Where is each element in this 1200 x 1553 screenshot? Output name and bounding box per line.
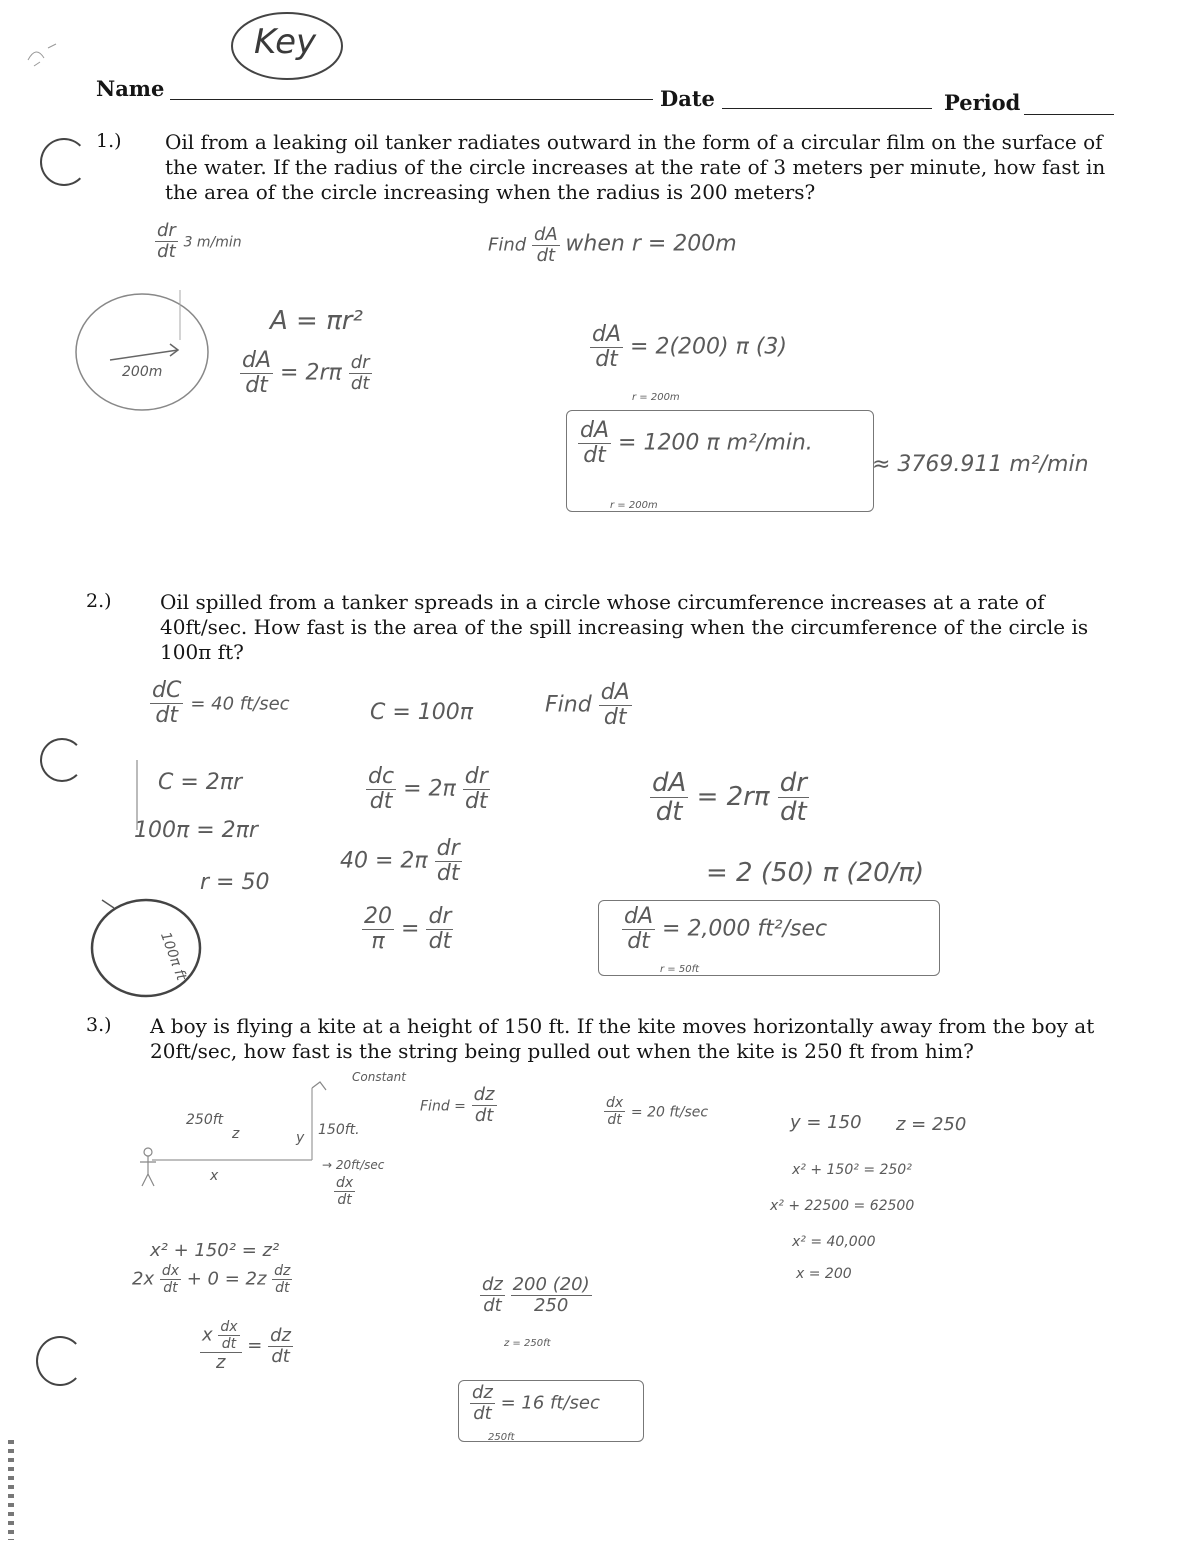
p2-m2-den: dt: [436, 861, 460, 886]
p1-derivative: [240, 350, 372, 397]
p1-find-den: dt: [536, 245, 556, 266]
p3-sub-top: 200 (20): [512, 1274, 590, 1295]
p3-e3-top-var: x: [202, 1324, 213, 1346]
p1-sub-den: dt: [595, 347, 618, 372]
p2-find: [545, 682, 632, 729]
p3-e3-top: [200, 1320, 242, 1353]
problem-1-number: 1.): [96, 130, 122, 152]
p2-m1-rden: dt: [464, 789, 488, 814]
p3-y-label: y: [296, 1130, 305, 1146]
p3-z-label: z: [232, 1126, 240, 1142]
p1-approx: ≈ 3769.911 m²/min: [872, 452, 1089, 477]
key-text: Key: [254, 22, 317, 62]
date-label: Date: [660, 86, 715, 111]
p2-m1-num: dc: [368, 764, 395, 789]
p3-e2-anum: dx: [161, 1263, 180, 1279]
p3-e3-rnum: dz: [270, 1324, 291, 1346]
p1-sub-rhs: = 2(200) π (3): [630, 334, 787, 360]
p3-e3-bot: z: [216, 1352, 226, 1373]
p3-e3-tden: dt: [221, 1336, 237, 1352]
p3-constant-label: Constant: [352, 1070, 406, 1084]
p2-step-1: C = 2πr: [158, 770, 243, 795]
p2-given-rate: [150, 680, 290, 727]
p2-ans-rhs: = 2,000 ft²/sec: [662, 916, 828, 942]
p1-find-cond: when r = 200m: [565, 231, 737, 257]
p2-m3-eq: =: [401, 916, 420, 942]
p2-m1-rnum: dr: [464, 764, 488, 789]
p3-ans-rhs: = 16 ft/sec: [500, 1392, 600, 1414]
p3-side-3: x² = 40,000: [792, 1234, 876, 1250]
p3-rate-label: [322, 1158, 384, 1172]
p3-rate-arrow-icon: →: [322, 1158, 333, 1172]
p3-e3-tnum: dx: [220, 1319, 238, 1335]
p3-given: [604, 1096, 708, 1127]
p1-ans-cond: r = 200m: [610, 500, 658, 511]
key-mark: [228, 8, 346, 84]
p3-rate-den: dt: [337, 1192, 352, 1208]
p3-ans-cond: 250ft: [488, 1432, 515, 1443]
p2-find-den: dt: [603, 705, 627, 730]
p1-deriv-rhs: = 2rπ: [280, 360, 342, 386]
period-label: Period: [944, 90, 1021, 115]
p2-mid-3: [362, 906, 453, 953]
p3-given-den: dt: [607, 1112, 622, 1128]
p2-given-value: = 40 ft/sec: [190, 693, 290, 715]
p2-given-den: dt: [155, 703, 178, 728]
p3-y-value: y = 150: [790, 1112, 862, 1133]
p2-m3-num: 20: [364, 904, 392, 929]
problem-2-text: Oil spilled from a tanker spreads in a circle whose circumference increases at a rate of 40ft/sec. How fast is the area of the spill increasing when the circumference of the circle is 100π ft?: [160, 590, 1089, 664]
p3-eq-1: x² + 150² = z²: [150, 1240, 280, 1261]
p2-m3-rnum: dr: [428, 904, 452, 929]
p3-e2-bnum: dz: [274, 1263, 291, 1279]
p3-side-4: x = 200: [796, 1266, 852, 1282]
p2-step-2: 100π = 2πr: [134, 818, 258, 843]
p3-eq-2: [132, 1264, 292, 1295]
p2-answer: [622, 906, 827, 953]
p2-r1-rhs: = 2rπ: [696, 782, 770, 812]
p2-step-3: r = 50: [200, 870, 270, 895]
p1-ans-num: dA: [580, 418, 610, 443]
p1-given-value: 3 m/min: [183, 234, 242, 251]
p3-sub-cond: z = 250ft: [504, 1338, 551, 1349]
p2-find-word: Find: [545, 692, 592, 718]
problem-3-number: 3.): [86, 1014, 112, 1036]
p1-find-num: dA: [533, 224, 558, 245]
p3-ans-num: dz: [472, 1382, 493, 1403]
p1-given-rate: [155, 222, 242, 261]
p2-r1-den: dt: [655, 797, 683, 827]
p3-find-den: dt: [474, 1105, 494, 1126]
p3-e2-bden: dt: [275, 1280, 290, 1296]
p1-circle-diagram: [70, 280, 220, 420]
p1-formula: A = πr²: [270, 306, 363, 336]
p3-eq-3: [200, 1320, 293, 1372]
p3-find-num: dz: [473, 1084, 495, 1105]
p1-find-word: Find: [488, 234, 527, 256]
scan-edge-mark: [8, 1440, 14, 1540]
p3-find: [420, 1086, 497, 1125]
p1-ans-rhs: = 1200 π m²/min.: [618, 430, 813, 456]
problem-1-text: Oil from a leaking oil tanker radiates outward in the form of a circular film on the surface of the water. If the radius of the circle increases at the rate of 3 meters per minute, how fast in the area of the circle increasing when the radius is 200 meters?: [165, 130, 1106, 204]
problem-2-number: 2.): [86, 590, 112, 612]
p1-diagram-label: 200m: [122, 364, 163, 380]
binder-hole: [40, 138, 88, 186]
p2-m3-den: π: [371, 929, 385, 954]
p3-rate-value: 20ft/sec: [335, 1158, 385, 1172]
p1-given-num: dr: [157, 220, 176, 241]
p2-r1-rden: dt: [780, 797, 807, 827]
p1-substitution: [590, 324, 787, 371]
period-field[interactable]: [1024, 114, 1114, 115]
p3-height-label: 150ft.: [318, 1122, 360, 1138]
p2-ans-den: dt: [627, 929, 650, 954]
p2-m1-rhs: = 2π: [403, 776, 456, 802]
date-field[interactable]: [722, 108, 932, 109]
p2-m3-rden: dt: [428, 929, 452, 954]
p3-side-2: x² + 22500 = 62500: [770, 1198, 915, 1214]
p3-given-value: = 20 ft/sec: [630, 1104, 709, 1121]
p2-right-1: [650, 770, 809, 825]
p2-given-num: dC: [152, 678, 182, 703]
p2-circle-diagram: [76, 890, 246, 1000]
p1-find: [488, 226, 737, 265]
p2-right-2: = 2 (50) π (20/π): [706, 858, 925, 888]
p2-ans-cond: r = 50ft: [660, 964, 700, 975]
name-label: Name: [96, 76, 165, 101]
scan-speck: [26, 40, 66, 70]
p1-answer: [578, 420, 813, 467]
p3-e3-eq: =: [247, 1335, 263, 1356]
p3-sub-den: dt: [483, 1295, 502, 1316]
p2-mid-2: [340, 838, 462, 885]
p3-e2-aden: dt: [163, 1280, 178, 1296]
p3-sub-bot: 250: [533, 1295, 569, 1316]
p3-given-num: dx: [606, 1095, 624, 1111]
p1-deriv-num: dA: [242, 348, 272, 373]
p1-deriv-den: dt: [245, 373, 268, 398]
p3-rate-frac: [334, 1176, 355, 1207]
p1-deriv-rhs-den: dt: [350, 373, 370, 394]
p3-z-value: z = 250: [896, 1114, 967, 1135]
p2-diagram-label: 100π ft: [156, 930, 190, 983]
p2-c-given: C = 100π: [370, 700, 474, 725]
p3-substitution: [480, 1276, 592, 1315]
p3-side-1: x² + 150² = 250²: [792, 1162, 912, 1178]
p2-m2: 40 = 2π: [340, 848, 428, 874]
p3-e2-b: + 0 = 2z: [186, 1268, 267, 1290]
p1-sub-num: dA: [592, 322, 622, 347]
p3-rate-num: dx: [336, 1175, 354, 1191]
p2-find-num: dA: [600, 680, 630, 705]
p3-answer: [470, 1384, 600, 1423]
p1-sub-cond: r = 200m: [632, 392, 680, 403]
p3-find-word: Find =: [420, 1098, 466, 1115]
p2-ans-num: dA: [624, 904, 654, 929]
p2-mid-1: [366, 766, 490, 813]
p2-r1-rnum: dr: [779, 768, 807, 798]
problem-3-text: A boy is flying a kite at a height of 150 ft. If the kite moves horizontally away from the boy at 20ft/sec, how fast is the string being pulled out when the kite is 250 ft from him?: [150, 1014, 1095, 1063]
p3-sub-num: dz: [482, 1274, 503, 1295]
p3-ans-den: dt: [473, 1403, 492, 1424]
p1-ans-den: dt: [583, 443, 606, 468]
p2-m2-num: dr: [436, 836, 460, 861]
p1-given-den: dt: [157, 241, 176, 262]
p3-e3-rden: dt: [271, 1345, 290, 1367]
p3-hyp-label: 250ft: [186, 1112, 224, 1128]
binder-hole: [40, 738, 84, 782]
name-field[interactable]: [170, 99, 653, 100]
p3-x-label: x: [210, 1168, 219, 1184]
p2-m1-den: dt: [369, 789, 393, 814]
p1-deriv-rhs-num: dr: [350, 352, 370, 373]
p2-r1-num: dA: [652, 768, 687, 798]
p3-e2-a: 2x: [132, 1268, 155, 1290]
binder-hole: [36, 1336, 84, 1386]
